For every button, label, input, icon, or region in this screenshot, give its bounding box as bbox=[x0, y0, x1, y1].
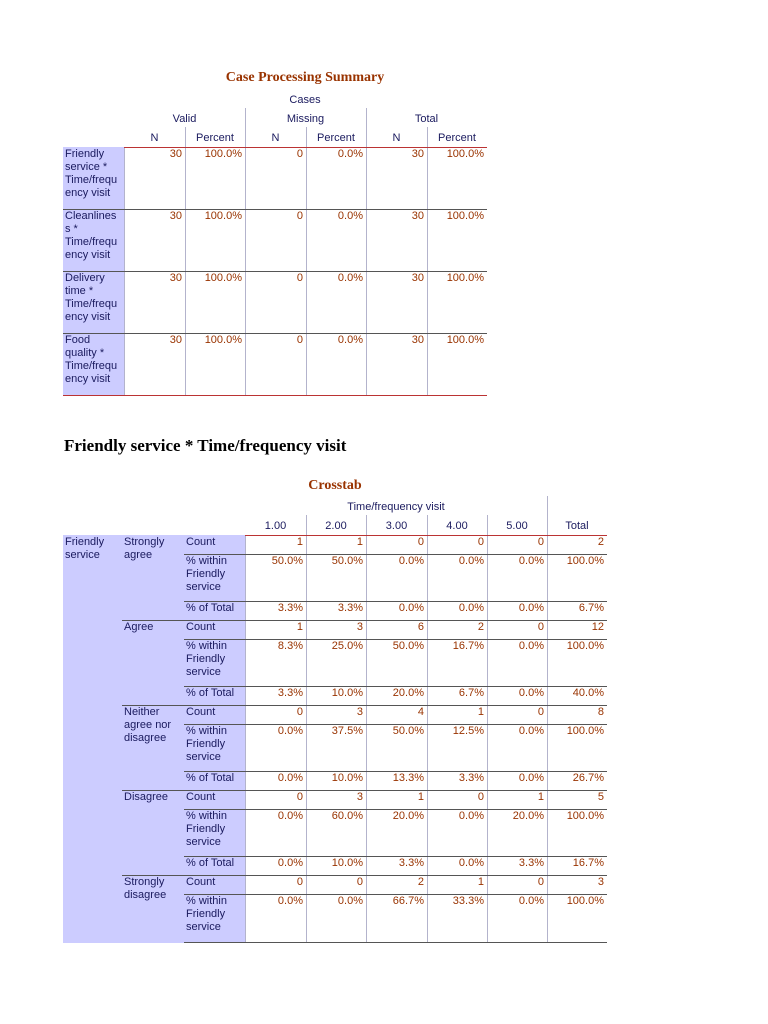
cell-value: 6.7% bbox=[458, 687, 484, 699]
statistic-label: % of Total bbox=[186, 687, 235, 699]
cell-value: 30 bbox=[169, 272, 182, 284]
cell-value: 0.0% bbox=[518, 772, 544, 784]
statistic-label: Count bbox=[186, 876, 216, 888]
row-label: Delivery time * Time/frequ ency visit bbox=[63, 271, 124, 333]
cell-value: 100.0% bbox=[204, 272, 242, 284]
col-group-header: Time/frequency visit bbox=[347, 501, 445, 513]
cell-value: 12.5% bbox=[452, 725, 484, 737]
row-rule bbox=[184, 894, 607, 895]
cell-value: 0.0% bbox=[398, 555, 424, 567]
row-rule bbox=[184, 601, 607, 602]
cell-value: 50.0% bbox=[271, 555, 303, 567]
cell-value: 10.0% bbox=[331, 772, 363, 784]
statistic-label: % of Total bbox=[186, 602, 235, 614]
statistic-label: % within Friendly service bbox=[186, 895, 227, 933]
cell-value: 0.0% bbox=[458, 810, 484, 822]
cell-value: 30 bbox=[169, 334, 182, 346]
column-header: 1.00 bbox=[264, 520, 287, 532]
cell-value: 1 bbox=[356, 536, 363, 548]
statistic-label: % of Total bbox=[186, 857, 235, 869]
grid-line bbox=[306, 127, 307, 396]
category-label: Disagree bbox=[124, 791, 169, 803]
cell-value: 2 bbox=[477, 621, 484, 633]
cell-value: 100.0% bbox=[204, 210, 242, 222]
row-rule bbox=[184, 771, 607, 772]
cell-value: 30 bbox=[411, 272, 424, 284]
cell-value: 30 bbox=[411, 334, 424, 346]
column-header: Percent bbox=[438, 132, 476, 144]
cell-value: 0 bbox=[417, 536, 424, 548]
cell-value: 0.0% bbox=[518, 602, 544, 614]
cell-value: 0.0% bbox=[458, 602, 484, 614]
row-rule bbox=[184, 724, 607, 725]
cell-value: 0 bbox=[537, 876, 544, 888]
cell-value: 50.0% bbox=[331, 555, 363, 567]
grid-line bbox=[185, 127, 186, 396]
cell-value: 0.0% bbox=[337, 895, 363, 907]
row-rule bbox=[184, 809, 607, 810]
row-label: Cleanlines s * Time/frequ ency visit bbox=[63, 209, 124, 271]
cell-value: 3 bbox=[597, 876, 604, 888]
column-header: 4.00 bbox=[446, 520, 468, 532]
row-variable-label: Friendly service bbox=[65, 536, 105, 561]
cell-value: 0 bbox=[296, 334, 303, 346]
cell-value: 0.0% bbox=[398, 602, 424, 614]
row-rule bbox=[184, 639, 607, 640]
cell-value: 3.3% bbox=[458, 772, 484, 784]
cell-value: 0 bbox=[537, 536, 544, 548]
cell-value: 3 bbox=[356, 621, 363, 633]
cell-value: 16.7% bbox=[452, 640, 484, 652]
category-label: Strongly disagree bbox=[124, 876, 167, 901]
cell-value: 0.0% bbox=[518, 687, 544, 699]
cell-value: 3.3% bbox=[518, 857, 544, 869]
cell-value: 0.0% bbox=[277, 857, 303, 869]
row-label: Friendly service * Time/frequ ency visit bbox=[63, 147, 124, 209]
cell-value: 0.0% bbox=[277, 725, 303, 737]
cell-value: 100.0% bbox=[566, 640, 604, 652]
statistic-label: Count bbox=[186, 791, 216, 803]
statistic-label: % of Total bbox=[186, 772, 235, 784]
row-rule bbox=[184, 554, 607, 555]
cell-value: 30 bbox=[169, 148, 182, 160]
cell-value: 13.3% bbox=[392, 772, 424, 784]
column-header: N bbox=[392, 132, 401, 144]
cell-value: 100.0% bbox=[446, 210, 484, 222]
cell-value: 0 bbox=[296, 272, 303, 284]
cell-value: 0.0% bbox=[518, 895, 544, 907]
cell-value: 10.0% bbox=[331, 857, 363, 869]
cell-value: 5 bbox=[597, 791, 604, 803]
cell-value: 25.0% bbox=[331, 640, 363, 652]
cell-value: 60.0% bbox=[331, 810, 363, 822]
statistic-label: % within Friendly service bbox=[186, 640, 227, 678]
grid-line bbox=[427, 127, 428, 396]
cell-value: 0.0% bbox=[337, 334, 363, 346]
cell-value: 33.3% bbox=[452, 895, 484, 907]
cell-value: 20.0% bbox=[512, 810, 544, 822]
cell-value: 0.0% bbox=[518, 555, 544, 567]
cell-value: 0.0% bbox=[337, 148, 363, 160]
cell-value: 0 bbox=[477, 791, 484, 803]
row-rule bbox=[184, 856, 607, 857]
cell-value: 0 bbox=[296, 791, 303, 803]
cell-value: 6.7% bbox=[578, 602, 604, 614]
column-header: Percent bbox=[196, 132, 234, 144]
cell-value: 8.3% bbox=[277, 640, 303, 652]
column-header: 2.00 bbox=[325, 520, 347, 532]
column-header: Total bbox=[565, 520, 589, 532]
group-header: Missing bbox=[286, 113, 325, 125]
cell-value: 30 bbox=[411, 148, 424, 160]
category-label: Strongly agree bbox=[124, 536, 165, 561]
group-header: Total bbox=[414, 113, 439, 125]
statistic-label: % within Friendly service bbox=[186, 725, 227, 763]
cell-value: 100.0% bbox=[566, 725, 604, 737]
cell-value: 0.0% bbox=[277, 772, 303, 784]
cell-value: 50.0% bbox=[392, 725, 424, 737]
cell-value: 100.0% bbox=[566, 555, 604, 567]
cell-value: 0.0% bbox=[518, 640, 544, 652]
cell-value: 0.0% bbox=[277, 895, 303, 907]
summary-title: Case Processing Summary bbox=[225, 70, 385, 85]
cell-value: 1 bbox=[477, 876, 484, 888]
cell-value: 3.3% bbox=[337, 602, 363, 614]
cell-value: 0.0% bbox=[337, 210, 363, 222]
cell-value: 6 bbox=[417, 621, 424, 633]
cell-value: 0.0% bbox=[277, 810, 303, 822]
cell-value: 1 bbox=[417, 791, 424, 803]
category-label: Neither agree nor disagree bbox=[124, 706, 172, 744]
statistic-label: Count bbox=[186, 621, 216, 633]
cases-header: Cases bbox=[289, 94, 321, 106]
cell-value: 20.0% bbox=[392, 810, 424, 822]
cell-value: 8 bbox=[597, 706, 604, 718]
cell-value: 50.0% bbox=[392, 640, 424, 652]
cell-value: 100.0% bbox=[446, 148, 484, 160]
bottom-rule bbox=[184, 942, 607, 943]
crosstab-title: Crosstab bbox=[308, 478, 362, 493]
cell-value: 37.5% bbox=[331, 725, 363, 737]
row-rule bbox=[63, 271, 487, 272]
cell-value: 100.0% bbox=[204, 148, 242, 160]
cell-value: 0.0% bbox=[337, 272, 363, 284]
cell-value: 100.0% bbox=[446, 272, 484, 284]
cell-value: 20.0% bbox=[392, 687, 424, 699]
column-header: 5.00 bbox=[506, 520, 528, 532]
statistic-label: % within Friendly service bbox=[186, 555, 227, 593]
cell-value: 0.0% bbox=[458, 555, 484, 567]
cell-value: 4 bbox=[417, 706, 424, 718]
statistic-label: Count bbox=[186, 706, 216, 718]
cell-value: 1 bbox=[296, 621, 303, 633]
cell-value: 3.3% bbox=[277, 602, 303, 614]
cell-value: 0 bbox=[537, 706, 544, 718]
column-header: N bbox=[271, 132, 280, 144]
cell-value: 100.0% bbox=[204, 334, 242, 346]
cell-value: 3 bbox=[356, 791, 363, 803]
cell-value: 0.0% bbox=[458, 857, 484, 869]
cell-value: 30 bbox=[411, 210, 424, 222]
cell-value: 26.7% bbox=[572, 772, 604, 784]
cell-value: 1 bbox=[537, 791, 544, 803]
cell-value: 3.3% bbox=[398, 857, 424, 869]
cell-value: 0 bbox=[296, 210, 303, 222]
cell-value: 100.0% bbox=[446, 334, 484, 346]
bottom-rule bbox=[63, 395, 487, 396]
cell-value: 100.0% bbox=[566, 895, 604, 907]
statistic-label: Count bbox=[186, 536, 216, 548]
cell-value: 16.7% bbox=[572, 857, 604, 869]
column-header: 3.00 bbox=[385, 520, 408, 532]
cell-value: 0 bbox=[296, 706, 303, 718]
cell-value: 0 bbox=[296, 876, 303, 888]
row-rule bbox=[63, 209, 487, 210]
cell-value: 100.0% bbox=[566, 810, 604, 822]
cell-value: 12 bbox=[591, 621, 604, 633]
row-label: Food quality * Time/frequ ency visit bbox=[63, 333, 124, 395]
cell-value: 40.0% bbox=[572, 687, 604, 699]
cell-value: 30 bbox=[169, 210, 182, 222]
section-heading: Friendly service * Time/frequency visit bbox=[64, 436, 347, 455]
statistic-label: % within Friendly service bbox=[186, 810, 227, 848]
cell-value: 0 bbox=[296, 148, 303, 160]
column-header: Percent bbox=[317, 132, 355, 144]
category-label: Agree bbox=[124, 621, 154, 633]
cell-value: 3.3% bbox=[277, 687, 303, 699]
cell-value: 2 bbox=[597, 536, 604, 548]
cell-value: 0 bbox=[537, 621, 544, 633]
cell-value: 10.0% bbox=[331, 687, 363, 699]
row-rule bbox=[63, 333, 487, 334]
cell-value: 1 bbox=[477, 706, 484, 718]
cell-value: 3 bbox=[356, 706, 363, 718]
cell-value: 1 bbox=[296, 536, 303, 548]
cell-value: 0 bbox=[477, 536, 484, 548]
cell-value: 66.7% bbox=[392, 895, 424, 907]
cell-value: 0.0% bbox=[518, 725, 544, 737]
group-header: Valid bbox=[172, 113, 197, 125]
cell-value: 2 bbox=[417, 876, 424, 888]
cell-value: 0 bbox=[356, 876, 363, 888]
row-rule bbox=[184, 686, 607, 687]
column-header: N bbox=[150, 132, 159, 144]
